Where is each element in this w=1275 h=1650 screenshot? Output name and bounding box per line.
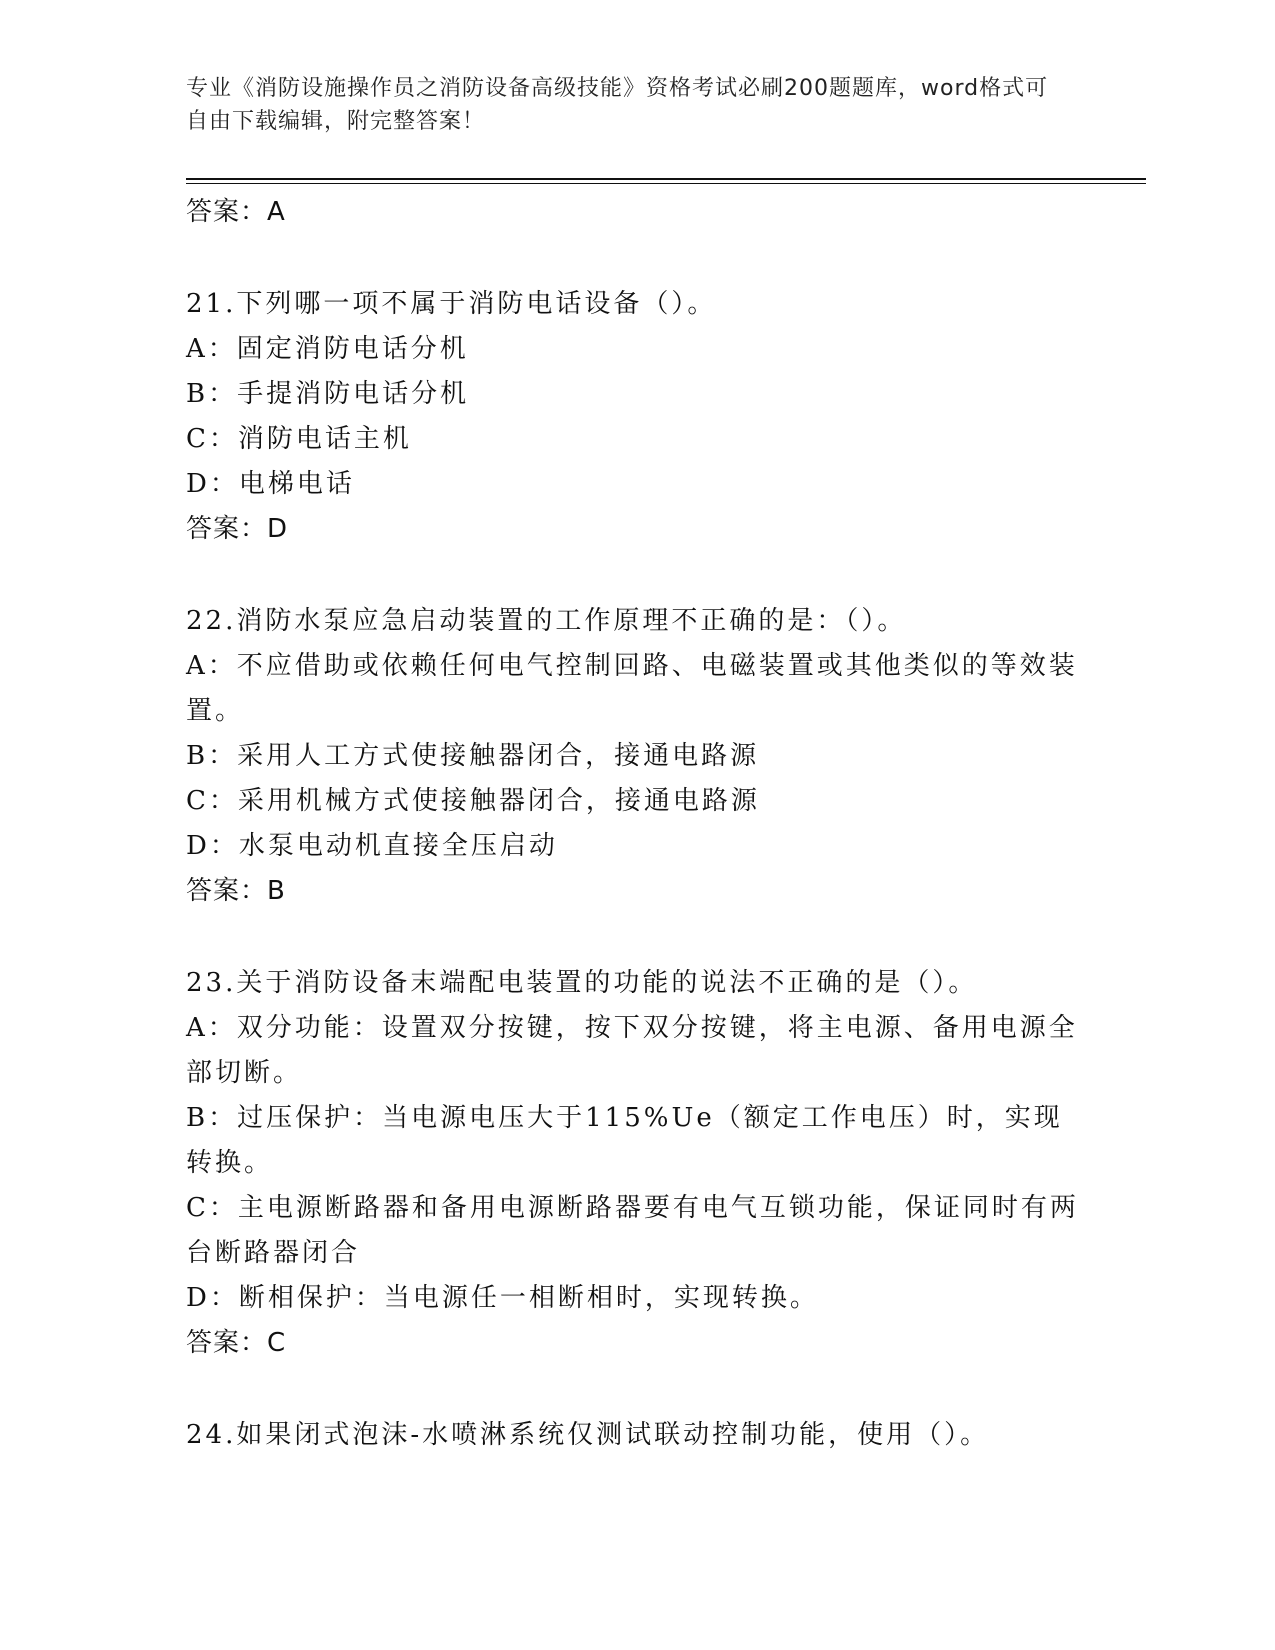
question-stem: 23.关于消防设备末端配电装置的功能的说法不正确的是（）。 <box>186 968 978 998</box>
answer-line: 答案：A <box>186 197 286 227</box>
option-c: C：消防电话主机 <box>186 424 412 454</box>
answer-line: 答案：D <box>186 514 289 544</box>
question-21 <box>186 282 1086 551</box>
question-24 <box>186 1413 1086 1458</box>
option-b: B：采用人工方式使接触器闭合，接通电路源 <box>186 741 760 771</box>
option-b: B：手提消防电话分机 <box>186 379 470 409</box>
option-d: D：水泵电动机直接全压启动 <box>186 831 558 861</box>
answer-line: 答案：B <box>186 876 286 906</box>
option-a: A：固定消防电话分机 <box>186 334 469 364</box>
option-a: A：不应借助或依赖任何电气控制回路、电磁装置或其他类似的等效装置。 <box>186 651 1078 726</box>
header-divider <box>186 178 1146 184</box>
question-stem: 22.消防水泵应急启动装置的工作原理不正确的是：（）。 <box>186 606 907 636</box>
option-c: C：主电源断路器和备用电源断路器要有电气互锁功能，保证同时有两台断路器闭合 <box>186 1193 1079 1268</box>
question-22 <box>186 599 1086 913</box>
option-a: A：双分功能：设置双分按键，按下双分按键，将主电源、备用电源全部切断。 <box>186 1013 1078 1088</box>
answer-line: 答案：C <box>186 1328 287 1358</box>
question-stem: 24.如果闭式泡沫-水喷淋系统仅测试联动控制功能，使用（）。 <box>186 1420 990 1450</box>
option-d: D：断相保护：当电源任一相断相时，实现转换。 <box>186 1283 819 1313</box>
question-stem: 21.下列哪一项不属于消防电话设备（）。 <box>186 289 717 319</box>
question-23 <box>186 961 1086 1365</box>
document-body <box>186 190 1086 1458</box>
option-c: C：采用机械方式使接触器闭合，接通电路源 <box>186 786 760 816</box>
option-d: D：电梯电话 <box>186 469 355 499</box>
option-b: B：过压保护：当电源电压大于115%Ue（额定工作电压）时，实现转换。 <box>186 1103 1063 1178</box>
page-header: 专业《消防设施操作员之消防设备高级技能》资格考试必刷200题题库，word格式可自由下载编辑，附完整答案！ <box>186 76 1049 134</box>
